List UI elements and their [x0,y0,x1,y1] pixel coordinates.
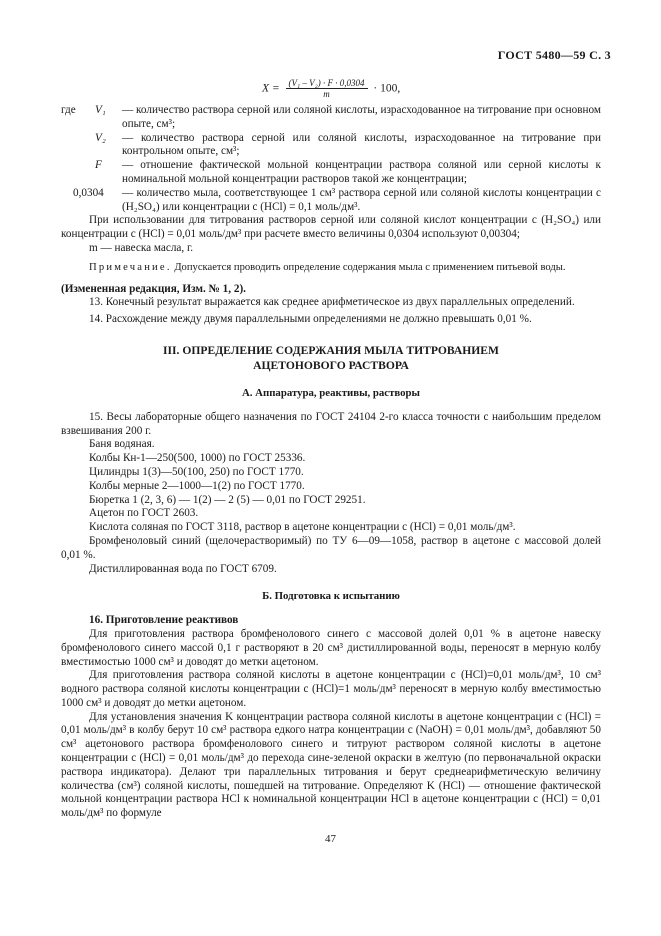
page-content [61,104,601,821]
paragraph-16b: Для приготовления раствора соляной кислоты в ацетоне концентрации c (HCl)=0,01 моль/дм³, 10 см³ водного раствора соляной кислоты концентрации c (HCl)=1 моль/дм³ переносят в мерную колбу вместимостью 1000 см³ и доводят до метки ацетоном. [61,669,601,709]
list-item: Колбы Кн-1—250(500, 1000) по ГОСТ 25336. [89,452,306,465]
paragraph-mass-definition: m — навеска масла, г. [89,241,194,254]
paragraph-16-title: 16. Приготовление реактивов [89,614,239,627]
page-number: 47 [325,833,336,845]
paragraph-water: Дистиллированная вода по ГОСТ 6709. [89,562,277,575]
list-item: Бюретка 1 (2, 3, 6) — 1(2) — 2 (5) — 0,01 по ГОСТ 29251. [89,493,366,506]
definition-text: — количество мыла, соответствующее 1 см³ раствора серной или соляной кислоты концентрации c (H₂SO₄) или концентрации c (HCl) = 0,1 моль/дм³. [122,186,601,213]
definition-symbol: V₂ [95,131,106,144]
paragraph-hcl: Кислота соляная по ГОСТ 3118, раствор в ацетоне концентрации c (HCl) = 0,01 моль/дм³. [89,521,516,534]
paragraph-bromophenol: Бромфеноловый синий (щелочерастворимый) по ТУ 6—09—1058, раствор в ацетоне с массовой долей 0,01 %. [61,534,601,561]
definition-text: — количество раствора серной или соляной кислоты, израсходованное на титрование при контрольном опыте, см³; [122,131,601,158]
section-3-title-line1: III. ОПРЕДЕЛЕНИЕ СОДЕРЖАНИЯ МЫЛА ТИТРОВАНИЕМ [163,343,499,357]
list-item: Ацетон по ГОСТ 2603. [89,507,199,520]
note-text: Допускается проводить определение содержания мыла с применением питьевой воды. [171,261,566,273]
formula-lhs: X = [262,82,280,95]
definitions-list [61,104,601,214]
definition-v2 [61,132,601,160]
formula-numerator: (V₁ – V₂) · F · 0,0304 [286,78,368,89]
list-item: Цилиндры 1(3)—50(100, 250) по ГОСТ 1770. [89,465,304,478]
formula-fraction [286,78,368,100]
definition-f [61,159,601,187]
paragraph-titration-note: При использовании для титрования растворов серной или соляной кислот концентрации c (H₂SO₄) или концентрации c (HCl) = 0,01 моль/дм³ при расчете вместо величины 0,0304 используют 0,00304; [61,214,601,241]
subsection-b-title: Б. Подготовка к испытанию [262,590,400,603]
note-label: Примечание. [89,261,172,273]
paragraph-15: 15. Весы лабораторные общего назначения по ГОСТ 24104 2-го класса точности с наибольшим пределом взвешивания 200 г. [61,410,601,437]
formula-tail: · 100, [373,82,401,95]
paragraph-13: 13. Конечный результат выражается как среднее арифметическое из двух параллельных определений. [89,296,575,309]
list-item: Колбы мерные 2—1000—1(2) по ГОСТ 1770. [89,479,305,492]
definition-lead [61,159,95,187]
definition-lead [61,132,95,160]
paragraph-16a: Для приготовления раствора бромфенолового синего с массовой долей 0,01 % в ацетоне навеску бромфенолового синего массой 0,1 г растворяют в 20 см³ дистиллированной воды, переносят в мерную колбу вместимостью 1000 см³ и доводят до метки ацетоном. [61,627,601,668]
definition-coefficient [61,187,601,215]
soap-formula [262,78,400,100]
formula-denominator: m [323,89,330,99]
page-header: ГОСТ 5480—59 С. 3 [497,48,611,62]
definition-v1 [61,104,601,132]
edition-note: (Измененная редакция, Изм. № 1, 2). [61,282,246,295]
list-item: Баня водяная. [89,438,155,451]
definition-symbol: 0,0304 [73,186,104,199]
note-paragraph [61,261,601,275]
section-3-title [61,343,601,373]
definition-symbol: F [95,159,102,172]
definition-text: — количество раствора серной или соляной кислоты, израсходованное на титрование при основном опыте, см³; [122,104,601,130]
section-3-title-line2: АЦЕТОНОВОГО РАСТВОРА [253,358,409,372]
paragraph-14: 14. Расхождение между двумя параллельными определениями не должно превышать 0,01 %. [89,313,532,326]
definition-text: — отношение фактической мольной концентрации раствора соляной или серной кислоты к номинальной мольной концентрации растворов такой же концентрации; [122,159,601,185]
subsection-a-title: А. Аппаратура, реактивы, растворы [241,386,420,399]
definition-symbol: V₁ [95,104,106,116]
definition-lead: где [61,104,76,116]
paragraph-16c: Для установления значения K концентрации раствора соляной кислоты в ацетоне концентрации c (HCl) = 0,01 моль/дм³ в колбу берут 10 см³ раствора едкого натра концентрации c (NaOH) = 0,01 моль/дм³, добавляют 50 см³ ацетонового раствора бромфенолового синего и титруют раствором соляной кислоты в ацетоне концентрации c (HCl) = 0,01 моль/дм³ до перехода сине-зеленой окраски в желтую (по первоначальной окраски раствора индикатора). Делают три параллельных титрования и берут среднеарифметическую величину количества (см³) соляной кислоты, пошедшей на титрование. Определяют K (HCl) — отношение фактической мольной концентрации раствора HCl к номинальной концентрации HCl в ацетоне концентрации c (HCl) = 0,01 моль/дм³ по формуле [61,710,601,820]
